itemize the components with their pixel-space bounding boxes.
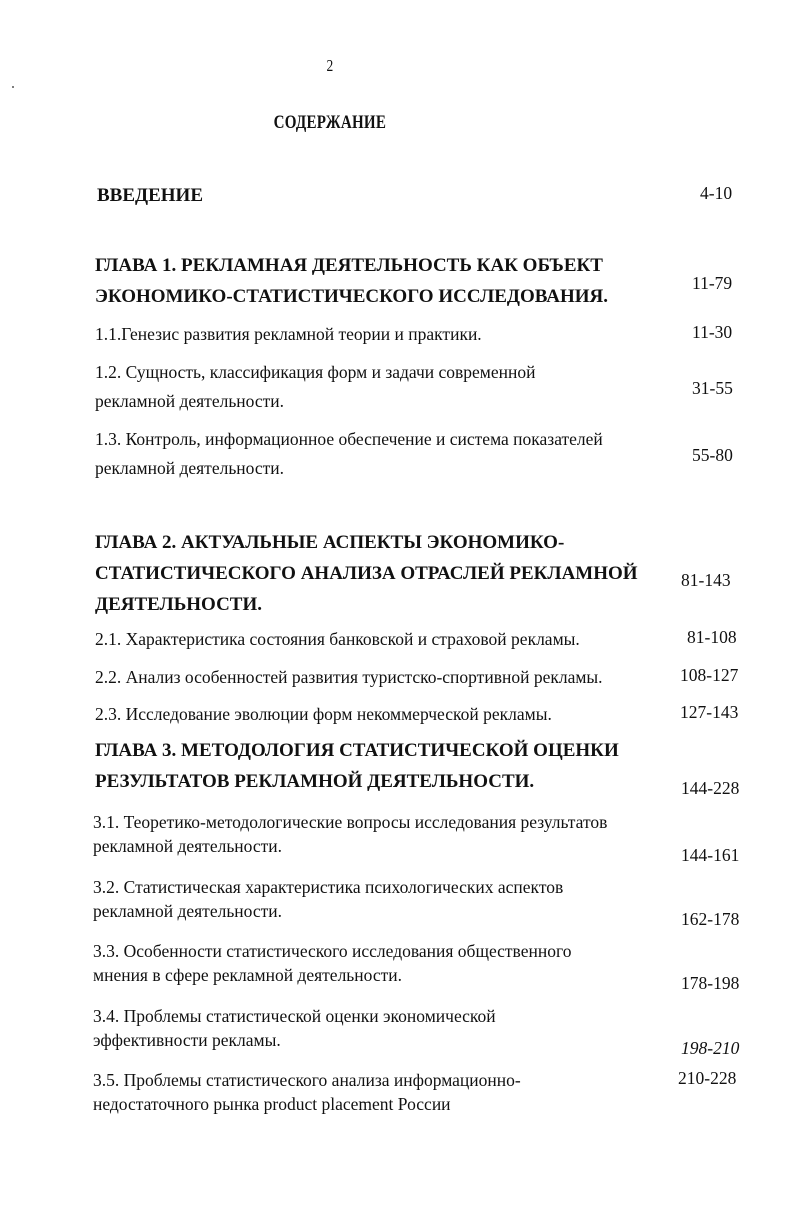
scan-artifact-dot	[12, 86, 14, 88]
section-3-4-pages: 198-210	[681, 1038, 740, 1058]
chapter-2-pages: 81-143	[681, 570, 731, 590]
section-2-3: 2.3. Исследование эволюции форм некоммерческой рекламы.	[95, 704, 552, 724]
toc-title: СОДЕРЖАНИЕ	[273, 112, 387, 133]
section-1-3-line1: 1.3. Контроль, информационное обеспечение и система показателей	[95, 429, 603, 449]
section-3-1-line1: 3.1. Теоретико-методологические вопросы исследования результатов	[93, 812, 608, 832]
section-3-5-pages: 210-228	[678, 1068, 737, 1088]
section-3-5-line1: 3.5. Проблемы статистического анализа информационно-	[93, 1070, 521, 1090]
section-1-2-line1: 1.2. Сущность, классификация форм и задачи современной	[95, 362, 536, 382]
section-1-2-pages: 31-55	[692, 378, 733, 398]
section-3-2-line1: 3.2. Статистическая характеристика психологических аспектов	[93, 877, 564, 897]
section-1-2-line2: рекламной деятельности.	[95, 391, 285, 411]
section-3-4-line1: 3.4. Проблемы статистической оценки экономической	[93, 1006, 496, 1026]
chapter-3-pages: 144-228	[681, 778, 740, 798]
section-2-1: 2.1. Характеристика состояния банковской и страховой рекламы.	[95, 629, 580, 649]
section-3-2-pages: 162-178	[681, 909, 740, 929]
section-1-1: 1.1.Генезис развития рекламной теории и практики.	[95, 324, 482, 344]
section-1-3-line2: рекламной деятельности.	[95, 458, 285, 478]
section-3-1-line2: рекламной деятельности.	[93, 836, 283, 856]
section-1-1-pages: 11-30	[692, 322, 733, 342]
intro-pages: 4-10	[700, 183, 733, 203]
section-2-2-pages: 108-127	[680, 665, 739, 685]
section-3-3-pages: 178-198	[681, 973, 740, 993]
section-3-4-line2: эффективности рекламы.	[93, 1030, 281, 1050]
section-1-3-pages: 55-80	[692, 445, 733, 465]
section-2-3-pages: 127-143	[680, 702, 739, 722]
chapter-2-title-line2: СТАТИСТИЧЕСКОГО АНАЛИЗА ОТРАСЛЕЙ РЕКЛАМНОЙ	[95, 563, 638, 584]
chapter-2-title-line3: ДЕЯТЕЛЬНОСТИ.	[95, 594, 262, 615]
section-3-5-line2: недостаточного рынка product placement России	[93, 1094, 451, 1114]
section-3-3-line1: 3.3. Особенности статистического исследования общественного	[93, 941, 572, 961]
section-3-3-line2: мнения в сфере рекламной деятельности.	[93, 965, 402, 985]
section-2-2: 2.2. Анализ особенностей развития туристско-спортивной рекламы.	[95, 667, 603, 687]
section-3-2-line2: рекламной деятельности.	[93, 901, 283, 921]
page-number: 2	[326, 56, 334, 75]
intro-title: ВВЕДЕНИЕ	[97, 185, 203, 206]
chapter-1-pages: 11-79	[692, 273, 733, 293]
section-3-1-pages: 144-161	[681, 845, 740, 865]
chapter-1-title-line2: ЭКОНОМИКО-СТАТИСТИЧЕСКОГО ИССЛЕДОВАНИЯ.	[95, 286, 608, 307]
chapter-1-title-line1: ГЛАВА 1. РЕКЛАМНАЯ ДЕЯТЕЛЬНОСТЬ КАК ОБЪЕКТ	[95, 255, 603, 276]
chapter-3-title-line1: ГЛАВА 3. МЕТОДОЛОГИЯ СТАТИСТИЧЕСКОЙ ОЦЕНКИ	[95, 740, 619, 761]
section-2-1-pages: 81-108	[687, 627, 737, 647]
chapter-2-title-line1: ГЛАВА 2. АКТУАЛЬНЫЕ АСПЕКТЫ ЭКОНОМИКО-	[95, 532, 565, 553]
chapter-3-title-line2: РЕЗУЛЬТАТОВ РЕКЛАМНОЙ ДЕЯТЕЛЬНОСТИ.	[95, 771, 535, 792]
